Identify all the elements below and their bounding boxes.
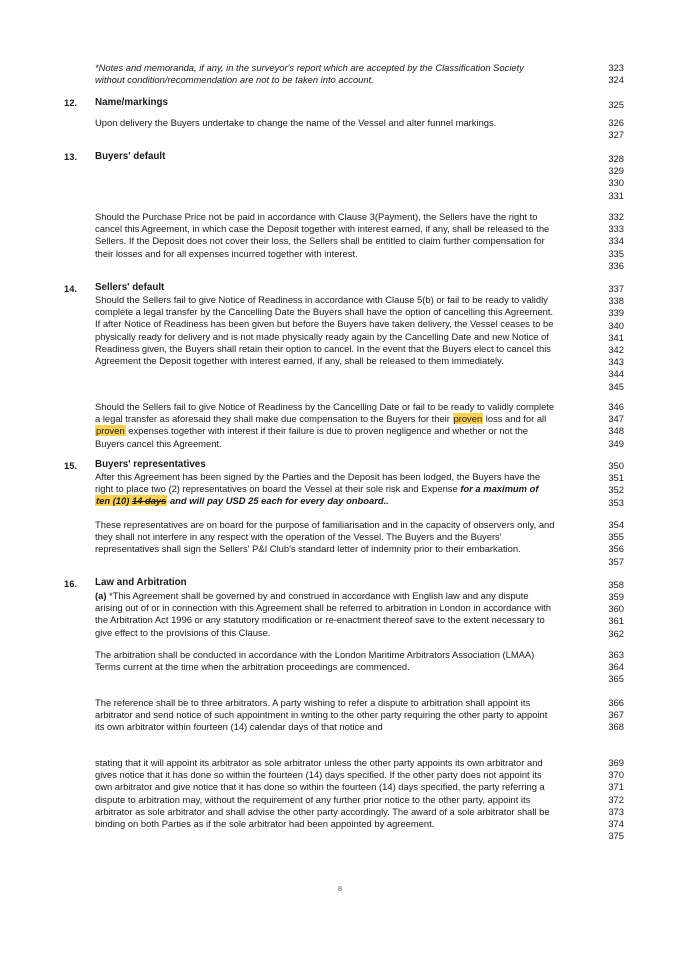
clause-13-title: Buyers' default: [95, 151, 166, 162]
line-number: 360: [608, 603, 624, 615]
line-number: 364: [608, 661, 624, 673]
line-number: 350: [608, 460, 624, 471]
line-number: 337: [608, 283, 624, 294]
line-number-358: 358: [608, 579, 624, 590]
line-number: 355: [608, 531, 624, 543]
clause-16-text-1: (a) *This Agreement shall be governed by and construed in accordance with English law and any dispute arising out of or in connection with this Agreement shall be referred to arbitration in London in accordance with the Arbitration Act 1996 or any statutory modification or re-enactment thereof save to the extent necessary to give effect to the provisions of this Clause.: [95, 590, 551, 638]
line-numbers-14b: [598, 401, 624, 450]
line-number: 329: [608, 165, 624, 177]
clause-16-text-4: stating that it will appoint its arbitrator as sole arbitrator unless the other party appoints its own arbitrator and gives notice that it has done so within the fourteen (14) days specified. If the other party does not appoint its own arbitrator and give notice that it has done so within the fourteen (14) days specified, the party referring a dispute to arbitration may, without the requirement of any further prior notice to the other party, appoint its arbitrator as sole arbitrator and shall advise the other party accordingly. The award of a sole arbitrator shall be binding on both Parties as if the sole arbitrator had been appointed by agreement.: [95, 757, 550, 830]
clause-16-number: 16.: [64, 578, 78, 589]
line-number: 323: [608, 62, 624, 73]
line-number: 335: [608, 247, 624, 259]
highlight-proven-2: proven: [96, 425, 125, 437]
page-number: 8: [338, 886, 342, 893]
line-numbers-16a: [598, 591, 624, 640]
line-number: 340: [608, 319, 624, 331]
line-number: 343: [608, 356, 624, 368]
line-number: 354: [608, 519, 624, 530]
line-number: 371: [608, 781, 624, 793]
line-number: 351: [608, 472, 624, 484]
line-number: 374: [608, 817, 624, 829]
line-number: 332: [608, 211, 624, 222]
line-number: 375: [608, 830, 624, 842]
line-number: 330: [608, 177, 624, 189]
clause-15-number: 15.: [64, 460, 78, 471]
line-number: 334: [608, 235, 624, 247]
clause-12-text: Upon delivery the Buyers undertake to change the name of the Vessel and alter funnel markings.: [95, 117, 497, 128]
line-number: 356: [608, 543, 624, 555]
line-number: 333: [608, 223, 624, 235]
line-number: 328: [608, 153, 624, 164]
line-number-325: 325: [608, 99, 624, 110]
line-number: 339: [608, 307, 624, 319]
clause-13-number: 13.: [64, 151, 78, 162]
line-number: 327: [608, 129, 624, 141]
clause-15-text-1: After this Agreement has been signed by the Parties and the Deposit has been lodged, the Buyers have the right to place two (2) representatives on board the Vessel at their sole risk and Expense for a maximum of ten (10) 14 days and will pay USD 25 each for every day onboard..: [95, 471, 541, 507]
line-numbers-16d: [598, 757, 624, 842]
highlight-proven-1: proven: [453, 413, 483, 425]
line-number: 345: [608, 380, 624, 392]
clause-15-text-2: These representatives are on board for the purpose of familiarisation and in the capacity of observers only, and they shall not interfere in any respect with the operation of the Vessel. The Buyers and the Buyers' representatives shall sign the Sellers' P&I Club's standard letter of indemnity prior to their embarkation.: [95, 519, 555, 555]
line-number: 348: [608, 425, 624, 437]
line-numbers-note: [598, 62, 624, 86]
line-number: 366: [608, 697, 624, 708]
line-numbers-14a: [598, 283, 624, 393]
clause-14-title: Sellers' default: [95, 282, 165, 293]
line-numbers-16c: [598, 697, 624, 734]
line-number: 369: [608, 757, 624, 768]
clause-14-number: 14.: [64, 283, 78, 294]
line-number: 349: [608, 437, 624, 449]
line-numbers-13: [598, 211, 624, 272]
line-number: 367: [608, 709, 624, 721]
clause-16-text-3: The reference shall be to three arbitrators. A party wishing to refer a dispute to arbitration shall appoint its arbitrator and send notice of such appointment in writing to the other party requiring the other party to appoint its own arbitrator within fourteen (14) calendar days of that notice and: [95, 697, 548, 733]
line-number: 341: [608, 331, 624, 343]
line-number: 353: [608, 496, 624, 508]
clause-16-text-2: The arbitration shall be conducted in accordance with the London Maritime Arbitrators Association (LMAA) Terms current at the time when the arbitration proceedings are commenced.: [95, 649, 535, 673]
line-numbers-16b: [598, 649, 624, 686]
line-number: 373: [608, 805, 624, 817]
line-number: 346: [608, 401, 624, 412]
clause-13-text: Should the Purchase Price not be paid in accordance with Clause 3(Payment), the Sellers have the right to cancel this Agreement, in which case the Deposit together with interest earned, if any, shall be released to the Sellers. If the Deposit does not cover their loss, the Sellers shall be entitled to claim further compensation for their losses and for all expenses incurred together with interest.: [95, 211, 550, 259]
line-number: 363: [608, 649, 624, 660]
clause-12-number: 12.: [64, 97, 78, 108]
clause-15-title: Buyers' representatives: [95, 459, 206, 470]
line-number: 352: [608, 484, 624, 496]
line-number: 365: [608, 673, 624, 685]
clause-14-text-1: Should the Sellers fail to give Notice of Readiness in accordance with Clause 5(b) or fail to be ready to validly complete a legal transfer by the Cancelling Date the Buyers shall have the option of cancelling this Agreement. If after Notice of Readiness has been given but before the Buyers have taken delivery, the Vessel ceases to be physically ready for delivery and is not made physically ready again by the Cancelling Date and new Notice of Readiness given, the Buyers shall retain their option to cancel. In the event that the Buyers elect to cancel this Agreement the Deposit together with interest earned, if any, shall be released to them immediately.: [95, 294, 554, 367]
line-number: 342: [608, 343, 624, 355]
line-number: 372: [608, 793, 624, 805]
clause-12-title: Name/markings: [95, 97, 168, 108]
line-number: 362: [608, 627, 624, 639]
surveyor-note: *Notes and memoranda, if any, in the surveyor's report which are accepted by the Classification Society without condition/recommendation are not to be taken into account.: [95, 62, 524, 86]
highlight-ten-days: ten (10) 14 days: [96, 495, 167, 507]
line-number: 331: [608, 189, 624, 201]
line-number: 347: [608, 413, 624, 425]
line-number: 357: [608, 555, 624, 567]
line-numbers-15a: [598, 460, 624, 509]
clause-14-text-2: Should the Sellers fail to give Notice of Readiness by the Cancelling Date or fail to be ready to validly complete a legal transfer as aforesaid they shall make due compensation to the Buyers for their proven loss and for all proven expenses together with interest if their failure is due to proven negligence and whether or not the Buyers cancel this Agreement.: [95, 401, 555, 449]
line-numbers-13-title: [598, 153, 624, 202]
line-number: 368: [608, 721, 624, 733]
line-number: 359: [608, 591, 624, 602]
clause-16-title: Law and Arbitration: [95, 577, 187, 588]
line-number: 344: [608, 368, 624, 380]
line-number: 338: [608, 295, 624, 307]
line-number: 336: [608, 259, 624, 271]
line-number: 361: [608, 615, 624, 627]
line-number: 326: [608, 117, 624, 128]
line-number: 324: [608, 74, 624, 86]
line-numbers-12: [598, 117, 624, 141]
line-numbers-15b: [598, 519, 624, 568]
line-number: 370: [608, 769, 624, 781]
